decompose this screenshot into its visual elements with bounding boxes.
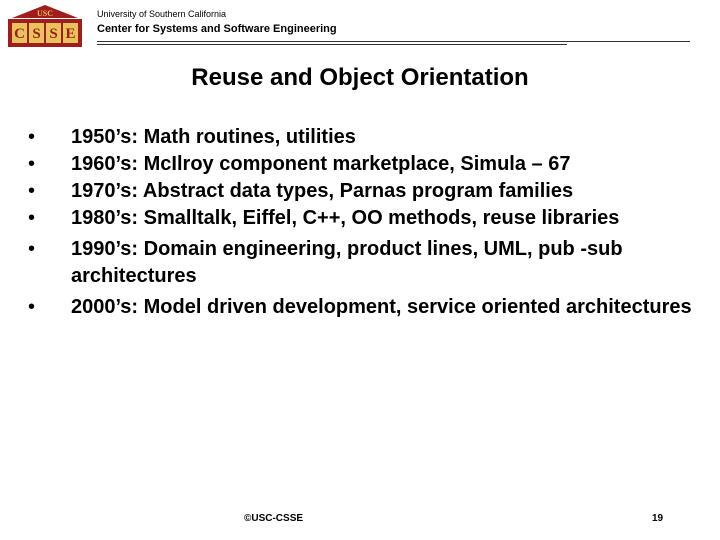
logo-letter: E [65,26,76,42]
header-divider [97,41,690,42]
logo-letter: C [14,26,25,42]
bullet-item [28,151,708,178]
bullet-text: 1950’s: Math routines, utilities [71,126,356,148]
center-name: Center for Systems and Software Engineering [97,23,337,35]
logo-letter: S [32,26,41,42]
university-name: University of Southern California [97,9,227,19]
bullet-item [28,236,708,290]
page-number: 19 [652,513,664,524]
bullet-item [28,124,708,151]
bullet-icon: • [28,238,36,260]
bullet-icon: • [28,207,36,229]
bullet-list [28,124,708,321]
bullet-icon: • [28,153,36,175]
bullet-item [28,178,708,205]
slide-title: Reuse and Object Orientation [191,64,529,91]
logo-usc-text: USC [36,9,54,18]
bullet-text: 1960’s: McIlroy component marketplace, Simula – 67 [71,153,571,175]
bullet-icon: • [28,296,36,318]
footer-copyright: ©USC-CSSE [244,513,304,524]
header-divider-secondary [97,44,567,45]
bullet-item [28,294,708,321]
bullet-icon: • [28,180,36,202]
bullet-text: 1990’s: Domain engineering, product lines, UML, pub -sub architectures [71,238,623,287]
bullet-text: 1980’s: Smalltalk, Eiffel, C++, OO methods, reuse libraries [71,207,620,229]
bullet-icon: • [28,126,36,148]
bullet-text: 1970’s: Abstract data types, Parnas program families [71,180,574,202]
usc-csse-logo [4,4,86,50]
logo-letter: S [49,26,58,42]
bullet-item [28,205,708,232]
bullet-text: 2000’s: Model driven development, service oriented architectures [71,296,692,318]
